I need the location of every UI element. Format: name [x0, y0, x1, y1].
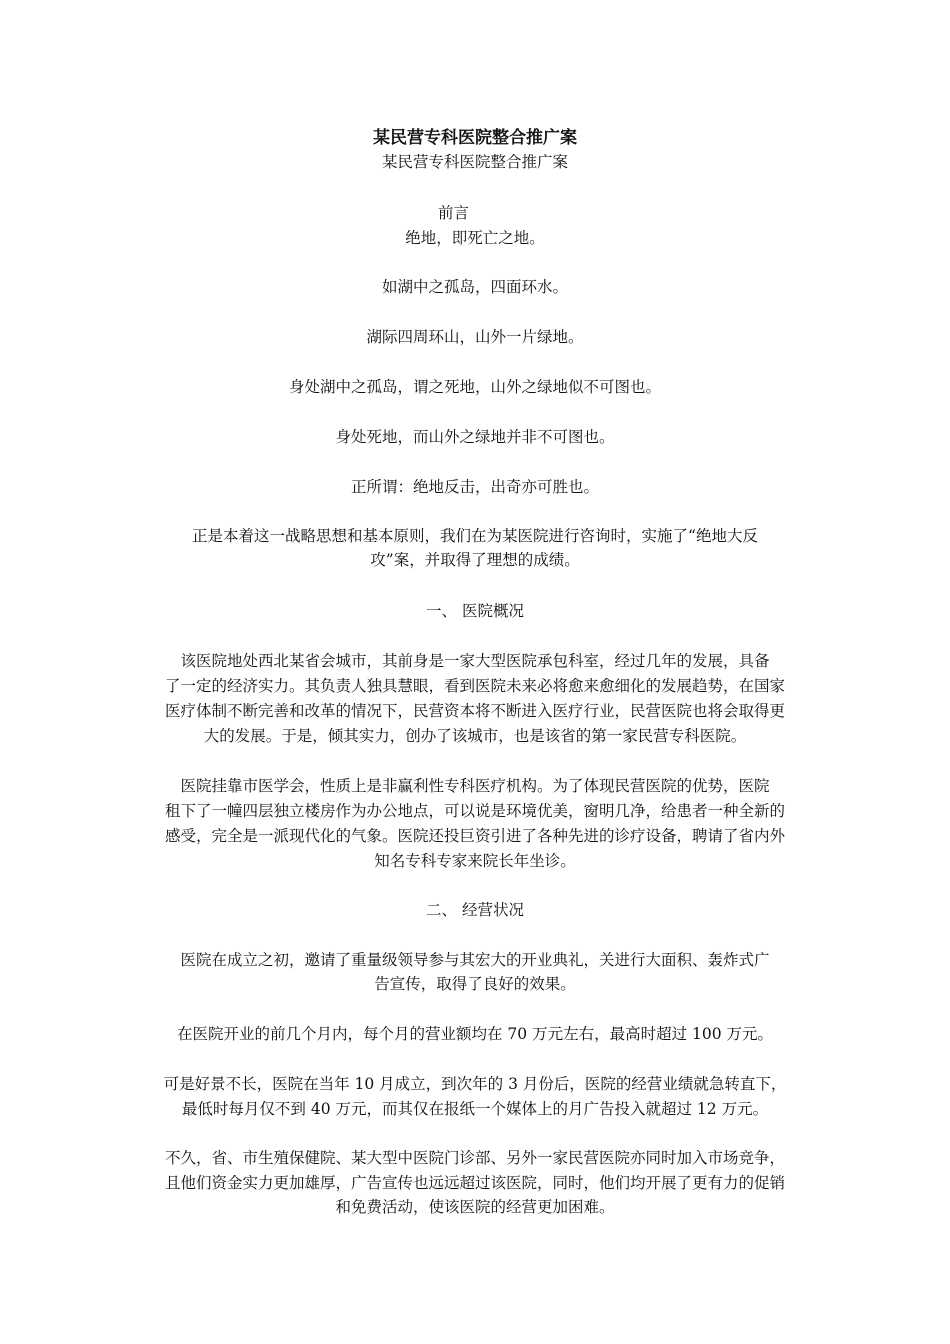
paragraph-line: 知名专科专家来院长年坐诊。: [374, 852, 576, 870]
paragraph-line: 该医院地处西北某省会城市，其前身是一家大型医院承包科室，经过几年的发展，具备: [180, 652, 770, 670]
preface-closing-line: 攻”案，并取得了理想的成绩。: [370, 551, 580, 569]
paragraph-line: 和免费活动，使该医院的经营更加困难。: [335, 1198, 615, 1216]
section-heading: 二、 经营状况: [426, 901, 524, 919]
paragraph-line: 不久，省、市生殖保健院、某大型中医院门诊部、另外一家民营医院亦同时加入市场竞争，: [164, 1149, 785, 1167]
paragraph-line: 告宣传，取得了良好的效果。: [374, 975, 576, 993]
paragraph-line: 了一定的经济实力。其负责人独具慧眼，看到医院未来必将愈来愈细化的发展趋势，在国家: [164, 677, 785, 695]
preface-line: 绝地，即死亡之地。: [405, 229, 545, 247]
paragraph-line: 最低时每月仅不到 40 万元，而其仅在报纸一个媒体上的月广告投入就超过 12 万元。: [181, 1100, 769, 1118]
document-title: 某民营专科医院整合推广案: [373, 128, 577, 148]
paragraph-line: 且他们资金实力更加雄厚，广告宣传也远远超过该医院，同时，他们均开展了更有力的促销: [164, 1174, 785, 1192]
paragraph-line: 医院挂靠市医学会，性质上是非赢利性专科医疗机构。为了体现民营医院的优势，医院: [180, 777, 770, 795]
paragraph-line: 租下了一幢四层独立楼房作为办公地点，可以说是环境优美，窗明几净，给患者一种全新的: [164, 802, 785, 820]
preface-line: 湖际四周环山，山外一片绿地。: [366, 328, 584, 346]
paragraph-line: 大的发展。于是，倾其实力，创办了该城市，也是该省的第一家民营专科医院。: [203, 727, 747, 745]
section-heading: 一、 医院概况: [426, 602, 524, 620]
paragraph-line: 在医院开业的前几个月内，每个月的营业额均在 70 万元左右，最高时超过 100 万元。: [176, 1025, 774, 1043]
paragraph-line: 可是好景不长，医院在当年 10 月成立，到次年的 3 月份后，医院的经营业绩就急转直下，: [163, 1075, 787, 1093]
paragraph-line: 医疗体制不断完善和改革的情况下，民营资本将不断进入医疗行业，民营医院也将会取得更: [164, 702, 785, 720]
preface-closing-line: 正是本着这一战略思想和基本原则，我们在为某医院进行咨询时，实施了“绝地大反: [192, 527, 758, 545]
preface-line: 正所谓：绝地反击，出奇亦可胜也。: [350, 478, 599, 496]
preface-line: 身处湖中之孤岛，谓之死地，山外之绿地似不可图也。: [288, 378, 661, 396]
preface-heading: 前言: [438, 204, 470, 222]
paragraph-line: 医院在成立之初，邀请了重量级领导参与其宏大的开业典礼，关进行大面积、轰炸式广: [180, 951, 770, 969]
document-subtitle: 某民营专科医院整合推广案: [381, 153, 568, 171]
preface-line: 如湖中之孤岛，四面环水。: [381, 278, 568, 296]
preface-line: 身处死地，而山外之绿地并非不可图也。: [335, 428, 615, 446]
paragraph-line: 感受，完全是一派现代化的气象。医院还投巨资引进了各种先进的诊疗设备，聘请了省内外: [164, 827, 785, 845]
